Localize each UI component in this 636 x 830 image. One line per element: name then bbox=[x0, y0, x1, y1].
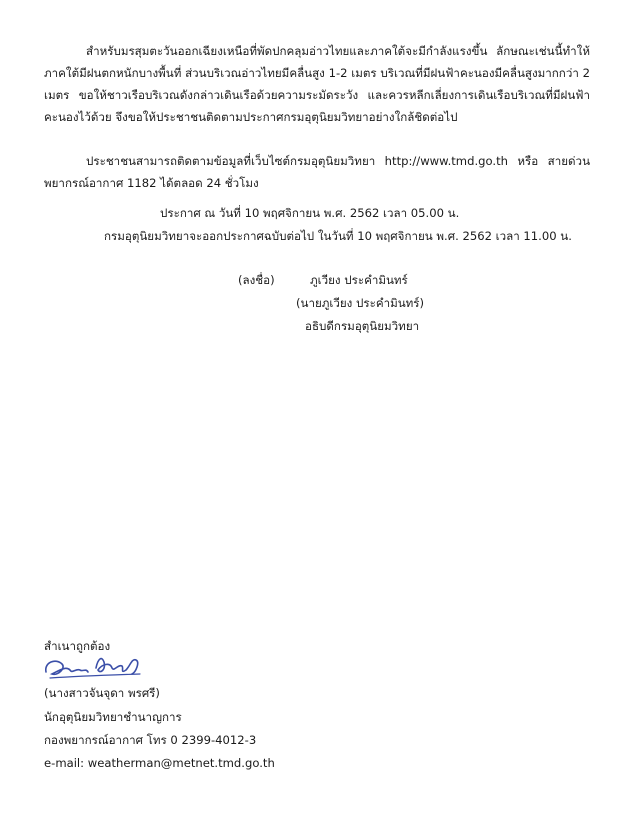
certified-copy-position: นักอุตุนิยมวิทยาชำนาญการ bbox=[44, 710, 182, 724]
handwritten-signature bbox=[40, 650, 150, 684]
signature-icon bbox=[40, 650, 150, 684]
body-paragraph-monsoon: สำหรับมรสุมตะวันออกเฉียงเหนือที่พัดปกคลุมอ่าวไทยและภาคใต้จะมีกำลังแรงขึ้น ลักษณะเช่นนี้ทำให้ภาคใต้มีฝนตกหนักบางพื้นที่ ส่วนบริเวณอ่าวไทยมีคลื่นสูง 1-2 เมตร บริเวณที่มีฝนฟ้าคะนองมีคลื่นสูงมากกว่า 2 เมตร ขอให้ชาวเรือบริเวณดังกล่าวเดินเรือด้วยความระมัดระวัง และควรหลีกเลี่ยงการเดินเรือบริเวณที่มีฝนฟ้าคะนองไว้ด้วย จึงขอให้ประชาชนติดตามประกาศกรมอุตุนิยมวิทยาอย่างใกล้ชิดต่อไป bbox=[44, 44, 590, 124]
certified-copy-email[interactable]: e-mail: weatherman@metnet.tmd.go.th bbox=[44, 756, 275, 770]
certified-copy-name: (นางสาวจันจุดา พรศรี) bbox=[44, 686, 160, 700]
sign-label: (ลงชื่อ) bbox=[238, 273, 275, 287]
body-paragraph-contact: ประชาชนสามารถติดตามข้อมูลที่เว็บไซต์กรมอุตุนิยมวิทยา http://www.tmd.go.th หรือ สายด่วนพยากรณ์อากาศ 1182 ได้ตลอด 24 ชั่วโมง bbox=[44, 154, 590, 190]
certified-copy-label: สำเนาถูกต้อง bbox=[44, 639, 111, 653]
signatory-full-name: (นายภูเวียง ประคำมินทร์) bbox=[296, 296, 425, 310]
announcement-next-issue: กรมอุตุนิยมวิทยาจะออกประกาศฉบับต่อไป ในวันที่ 10 พฤศจิกายน พ.ศ. 2562 เวลา 11.00 น. bbox=[104, 229, 572, 243]
signatory-position: อธิบดีกรมอุตุนิยมวิทยา bbox=[305, 319, 420, 333]
signatory-signed-name: ภูเวียง ประคำมินทร์ bbox=[310, 273, 408, 287]
certified-copy-division: กองพยากรณ์อากาศ โทร 0 2399-4012-3 bbox=[44, 733, 257, 747]
announcement-issued-date: ประกาศ ณ วันที่ 10 พฤศจิกายน พ.ศ. 2562 เวลา 05.00 น. bbox=[160, 206, 460, 220]
